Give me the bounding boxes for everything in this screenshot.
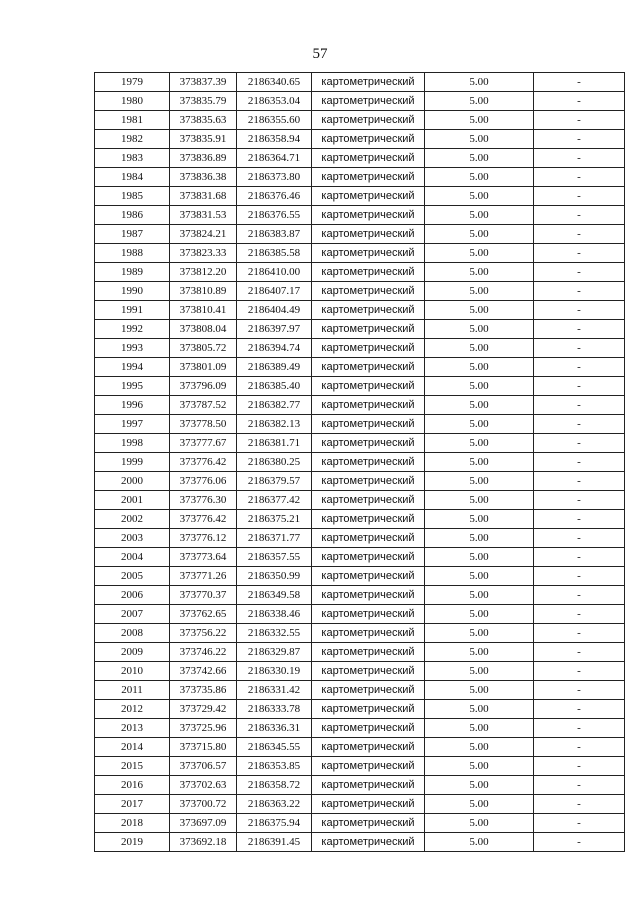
method-cell: картометрический [312,320,425,339]
point-number-cell: 2004 [95,548,170,567]
y-coordinate-cell: 2186353.85 [237,757,312,776]
y-coordinate-cell: 2186382.77 [237,396,312,415]
x-coordinate-cell: 373835.79 [170,92,237,111]
method-cell: картометрический [312,624,425,643]
description-cell: - [534,605,625,624]
y-coordinate-cell: 2186345.55 [237,738,312,757]
method-cell: картометрический [312,73,425,92]
point-number-cell: 2011 [95,681,170,700]
accuracy-cell: 5.00 [425,244,534,263]
x-coordinate-cell: 373770.37 [170,586,237,605]
accuracy-cell: 5.00 [425,168,534,187]
y-coordinate-cell: 2186407.17 [237,282,312,301]
method-cell: картометрический [312,396,425,415]
point-number-cell: 1990 [95,282,170,301]
y-coordinate-cell: 2186331.42 [237,681,312,700]
point-number-cell: 1997 [95,415,170,434]
y-coordinate-cell: 2186332.55 [237,624,312,643]
description-cell: - [534,111,625,130]
description-cell: - [534,206,625,225]
point-number-cell: 1993 [95,339,170,358]
point-number-cell: 2003 [95,529,170,548]
x-coordinate-cell: 373776.42 [170,510,237,529]
x-coordinate-cell: 373836.89 [170,149,237,168]
accuracy-cell: 5.00 [425,586,534,605]
table-row [95,358,625,377]
accuracy-cell: 5.00 [425,491,534,510]
table-row [95,415,625,434]
table-row [95,301,625,320]
table-row [95,833,625,852]
y-coordinate-cell: 2186380.25 [237,453,312,472]
method-cell: картометрический [312,225,425,244]
table-row [95,700,625,719]
accuracy-cell: 5.00 [425,795,534,814]
x-coordinate-cell: 373787.52 [170,396,237,415]
x-coordinate-cell: 373771.26 [170,567,237,586]
method-cell: картометрический [312,662,425,681]
method-cell: картометрический [312,738,425,757]
point-number-cell: 1998 [95,434,170,453]
x-coordinate-cell: 373837.39 [170,73,237,92]
description-cell: - [534,415,625,434]
table-row [95,282,625,301]
point-number-cell: 2019 [95,833,170,852]
y-coordinate-cell: 2186385.58 [237,244,312,263]
accuracy-cell: 5.00 [425,738,534,757]
table-row [95,548,625,567]
description-cell: - [534,548,625,567]
method-cell: картометрический [312,757,425,776]
point-number-cell: 1995 [95,377,170,396]
method-cell: картометрический [312,301,425,320]
accuracy-cell: 5.00 [425,814,534,833]
y-coordinate-cell: 2186330.19 [237,662,312,681]
accuracy-cell: 5.00 [425,776,534,795]
x-coordinate-cell: 373735.86 [170,681,237,700]
x-coordinate-cell: 373810.41 [170,301,237,320]
accuracy-cell: 5.00 [425,358,534,377]
table-row [95,130,625,149]
method-cell: картометрический [312,244,425,263]
y-coordinate-cell: 2186338.46 [237,605,312,624]
x-coordinate-cell: 373715.80 [170,738,237,757]
table-row [95,111,625,130]
method-cell: картометрический [312,377,425,396]
table-row [95,776,625,795]
method-cell: картометрический [312,92,425,111]
y-coordinate-cell: 2186377.42 [237,491,312,510]
accuracy-cell: 5.00 [425,833,534,852]
x-coordinate-cell: 373725.96 [170,719,237,738]
x-coordinate-cell: 373777.67 [170,434,237,453]
method-cell: картометрический [312,415,425,434]
y-coordinate-cell: 2186340.65 [237,73,312,92]
accuracy-cell: 5.00 [425,187,534,206]
table-row [95,510,625,529]
description-cell: - [534,510,625,529]
y-coordinate-cell: 2186383.87 [237,225,312,244]
point-number-cell: 1982 [95,130,170,149]
y-coordinate-cell: 2186349.58 [237,586,312,605]
table-row [95,168,625,187]
accuracy-cell: 5.00 [425,757,534,776]
table-row [95,529,625,548]
accuracy-cell: 5.00 [425,415,534,434]
x-coordinate-cell: 373706.57 [170,757,237,776]
y-coordinate-cell: 2186333.78 [237,700,312,719]
point-number-cell: 2014 [95,738,170,757]
accuracy-cell: 5.00 [425,92,534,111]
x-coordinate-cell: 373808.04 [170,320,237,339]
point-number-cell: 1984 [95,168,170,187]
accuracy-cell: 5.00 [425,130,534,149]
method-cell: картометрический [312,814,425,833]
point-number-cell: 2002 [95,510,170,529]
description-cell: - [534,453,625,472]
description-cell: - [534,700,625,719]
y-coordinate-cell: 2186397.97 [237,320,312,339]
accuracy-cell: 5.00 [425,529,534,548]
accuracy-cell: 5.00 [425,548,534,567]
method-cell: картометрический [312,586,425,605]
point-number-cell: 2001 [95,491,170,510]
accuracy-cell: 5.00 [425,681,534,700]
point-number-cell: 1994 [95,358,170,377]
y-coordinate-cell: 2186382.13 [237,415,312,434]
description-cell: - [534,377,625,396]
point-number-cell: 2016 [95,776,170,795]
description-cell: - [534,491,625,510]
point-number-cell: 1992 [95,320,170,339]
accuracy-cell: 5.00 [425,206,534,225]
y-coordinate-cell: 2186410.00 [237,263,312,282]
table-row [95,206,625,225]
table-row [95,719,625,738]
description-cell: - [534,738,625,757]
point-number-cell: 1981 [95,111,170,130]
description-cell: - [534,472,625,491]
method-cell: картометрический [312,681,425,700]
point-number-cell: 1987 [95,225,170,244]
table-row [95,263,625,282]
x-coordinate-cell: 373776.30 [170,491,237,510]
x-coordinate-cell: 373835.63 [170,111,237,130]
accuracy-cell: 5.00 [425,225,534,244]
method-cell: картометрический [312,491,425,510]
accuracy-cell: 5.00 [425,643,534,662]
description-cell: - [534,795,625,814]
accuracy-cell: 5.00 [425,434,534,453]
x-coordinate-cell: 373697.09 [170,814,237,833]
description-cell: - [534,73,625,92]
method-cell: картометрический [312,358,425,377]
accuracy-cell: 5.00 [425,377,534,396]
coordinates-table [94,72,625,852]
method-cell: картометрический [312,206,425,225]
x-coordinate-cell: 373756.22 [170,624,237,643]
description-cell: - [534,681,625,700]
description-cell: - [534,814,625,833]
description-cell: - [534,130,625,149]
table-row [95,149,625,168]
y-coordinate-cell: 2186375.21 [237,510,312,529]
point-number-cell: 1979 [95,73,170,92]
x-coordinate-cell: 373778.50 [170,415,237,434]
method-cell: картометрический [312,168,425,187]
method-cell: картометрический [312,510,425,529]
description-cell: - [534,339,625,358]
method-cell: картометрический [312,263,425,282]
point-number-cell: 1980 [95,92,170,111]
y-coordinate-cell: 2186355.60 [237,111,312,130]
point-number-cell: 2000 [95,472,170,491]
x-coordinate-cell: 373796.09 [170,377,237,396]
accuracy-cell: 5.00 [425,301,534,320]
table-row [95,73,625,92]
description-cell: - [534,358,625,377]
y-coordinate-cell: 2186357.55 [237,548,312,567]
table-row [95,396,625,415]
x-coordinate-cell: 373762.65 [170,605,237,624]
accuracy-cell: 5.00 [425,662,534,681]
description-cell: - [534,529,625,548]
x-coordinate-cell: 373835.91 [170,130,237,149]
description-cell: - [534,624,625,643]
point-number-cell: 2012 [95,700,170,719]
x-coordinate-cell: 373692.18 [170,833,237,852]
method-cell: картометрический [312,776,425,795]
accuracy-cell: 5.00 [425,510,534,529]
table-row [95,377,625,396]
description-cell: - [534,149,625,168]
y-coordinate-cell: 2186376.55 [237,206,312,225]
point-number-cell: 2013 [95,719,170,738]
x-coordinate-cell: 373810.89 [170,282,237,301]
y-coordinate-cell: 2186364.71 [237,149,312,168]
table-row [95,472,625,491]
description-cell: - [534,662,625,681]
x-coordinate-cell: 373805.72 [170,339,237,358]
description-cell: - [534,282,625,301]
accuracy-cell: 5.00 [425,396,534,415]
accuracy-cell: 5.00 [425,567,534,586]
table-row [95,453,625,472]
coordinates-table-body [95,73,625,852]
method-cell: картометрический [312,833,425,852]
method-cell: картометрический [312,111,425,130]
x-coordinate-cell: 373776.06 [170,472,237,491]
accuracy-cell: 5.00 [425,719,534,738]
y-coordinate-cell: 2186375.94 [237,814,312,833]
description-cell: - [534,833,625,852]
x-coordinate-cell: 373776.42 [170,453,237,472]
method-cell: картометрический [312,187,425,206]
table-row [95,320,625,339]
description-cell: - [534,301,625,320]
accuracy-cell: 5.00 [425,605,534,624]
accuracy-cell: 5.00 [425,282,534,301]
table-row [95,225,625,244]
method-cell: картометрический [312,130,425,149]
point-number-cell: 2009 [95,643,170,662]
y-coordinate-cell: 2186404.49 [237,301,312,320]
x-coordinate-cell: 373801.09 [170,358,237,377]
description-cell: - [534,396,625,415]
table-row [95,244,625,263]
point-number-cell: 2017 [95,795,170,814]
y-coordinate-cell: 2186353.04 [237,92,312,111]
accuracy-cell: 5.00 [425,700,534,719]
description-cell: - [534,776,625,795]
table-row [95,795,625,814]
y-coordinate-cell: 2186350.99 [237,567,312,586]
method-cell: картометрический [312,339,425,358]
x-coordinate-cell: 373831.68 [170,187,237,206]
point-number-cell: 1983 [95,149,170,168]
x-coordinate-cell: 373812.20 [170,263,237,282]
table-row [95,92,625,111]
table-row [95,757,625,776]
x-coordinate-cell: 373746.22 [170,643,237,662]
page-number: 57 [312,46,328,62]
x-coordinate-cell: 373773.64 [170,548,237,567]
method-cell: картометрический [312,282,425,301]
description-cell: - [534,719,625,738]
description-cell: - [534,263,625,282]
description-cell: - [534,92,625,111]
accuracy-cell: 5.00 [425,472,534,491]
description-cell: - [534,187,625,206]
table-row [95,567,625,586]
y-coordinate-cell: 2186394.74 [237,339,312,358]
point-number-cell: 1989 [95,263,170,282]
description-cell: - [534,434,625,453]
y-coordinate-cell: 2186358.72 [237,776,312,795]
x-coordinate-cell: 373702.63 [170,776,237,795]
table-row [95,187,625,206]
point-number-cell: 2006 [95,586,170,605]
method-cell: картометрический [312,472,425,491]
description-cell: - [534,757,625,776]
description-cell: - [534,320,625,339]
table-row [95,339,625,358]
point-number-cell: 1988 [95,244,170,263]
accuracy-cell: 5.00 [425,320,534,339]
method-cell: картометрический [312,605,425,624]
x-coordinate-cell: 373729.42 [170,700,237,719]
x-coordinate-cell: 373700.72 [170,795,237,814]
point-number-cell: 2010 [95,662,170,681]
x-coordinate-cell: 373831.53 [170,206,237,225]
table-row [95,814,625,833]
description-cell: - [534,225,625,244]
point-number-cell: 2008 [95,624,170,643]
x-coordinate-cell: 373823.33 [170,244,237,263]
x-coordinate-cell: 373824.21 [170,225,237,244]
table-row [95,586,625,605]
y-coordinate-cell: 2186358.94 [237,130,312,149]
accuracy-cell: 5.00 [425,624,534,643]
accuracy-cell: 5.00 [425,339,534,358]
method-cell: картометрический [312,643,425,662]
point-number-cell: 1985 [95,187,170,206]
method-cell: картометрический [312,795,425,814]
y-coordinate-cell: 2186379.57 [237,472,312,491]
description-cell: - [534,567,625,586]
y-coordinate-cell: 2186329.87 [237,643,312,662]
y-coordinate-cell: 2186363.22 [237,795,312,814]
table-row [95,738,625,757]
accuracy-cell: 5.00 [425,73,534,92]
table-row [95,434,625,453]
table-row [95,624,625,643]
accuracy-cell: 5.00 [425,111,534,130]
point-number-cell: 1986 [95,206,170,225]
y-coordinate-cell: 2186336.31 [237,719,312,738]
method-cell: картометрический [312,700,425,719]
accuracy-cell: 5.00 [425,453,534,472]
table-row [95,605,625,624]
x-coordinate-cell: 373776.12 [170,529,237,548]
method-cell: картометрический [312,548,425,567]
accuracy-cell: 5.00 [425,263,534,282]
point-number-cell: 2018 [95,814,170,833]
method-cell: картометрический [312,149,425,168]
table-row [95,491,625,510]
point-number-cell: 1996 [95,396,170,415]
description-cell: - [534,244,625,263]
method-cell: картометрический [312,453,425,472]
x-coordinate-cell: 373742.66 [170,662,237,681]
description-cell: - [534,586,625,605]
y-coordinate-cell: 2186385.40 [237,377,312,396]
point-number-cell: 2005 [95,567,170,586]
table-row [95,643,625,662]
point-number-cell: 1991 [95,301,170,320]
y-coordinate-cell: 2186389.49 [237,358,312,377]
y-coordinate-cell: 2186381.71 [237,434,312,453]
y-coordinate-cell: 2186376.46 [237,187,312,206]
description-cell: - [534,643,625,662]
point-number-cell: 1999 [95,453,170,472]
table-row [95,662,625,681]
method-cell: картометрический [312,529,425,548]
point-number-cell: 2007 [95,605,170,624]
accuracy-cell: 5.00 [425,149,534,168]
table-row [95,681,625,700]
method-cell: картометрический [312,434,425,453]
y-coordinate-cell: 2186391.45 [237,833,312,852]
method-cell: картометрический [312,567,425,586]
description-cell: - [534,168,625,187]
method-cell: картометрический [312,719,425,738]
y-coordinate-cell: 2186371.77 [237,529,312,548]
y-coordinate-cell: 2186373.80 [237,168,312,187]
point-number-cell: 2015 [95,757,170,776]
x-coordinate-cell: 373836.38 [170,168,237,187]
